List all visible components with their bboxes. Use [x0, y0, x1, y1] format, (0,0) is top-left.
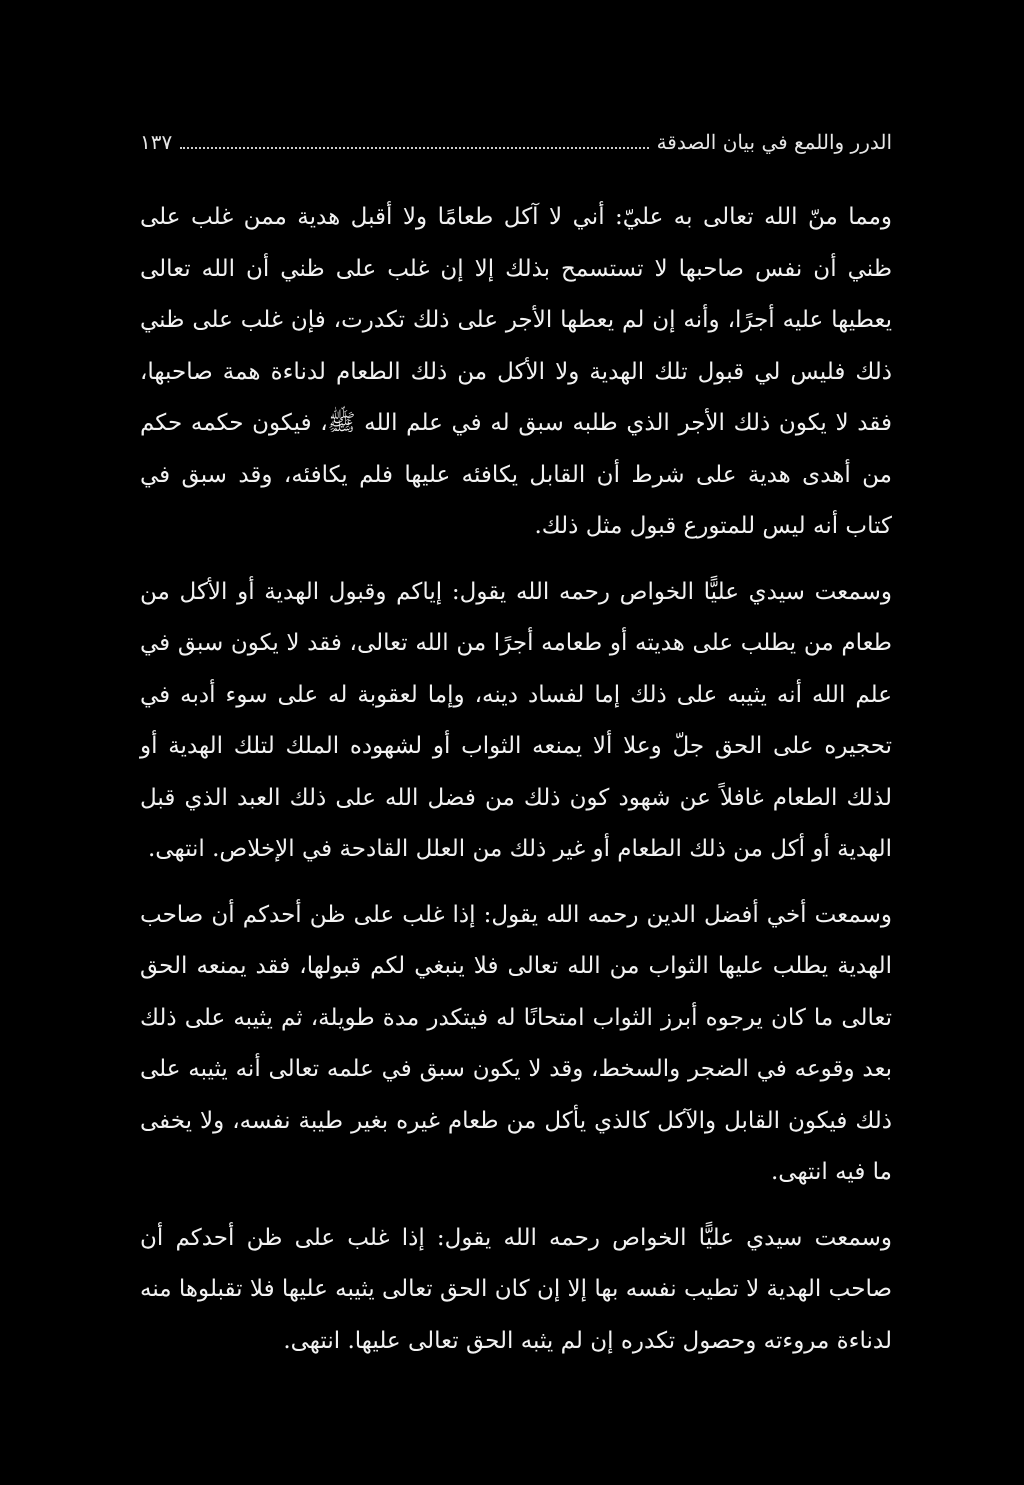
header-title: الدرر واللمع في بيان الصدقة [656, 130, 892, 154]
paragraph-4: وسمعت سيدي عليًّا الخواص رحمه الله يقول: إذا غلب على ظن أحدكم أن صاحب الهدية لا تطيب نفسه بها إلا إن كان الحق تعالى يثيبه عليها فلا تقبلوها منه لدناءة مروءته وحصول تكدره إن لم يثبه الحق تعالى عليها. انتهى. [140, 1224, 892, 1354]
paragraph-3: وسمعت أخي أفضل الدين رحمه الله يقول: إذا غلب على ظن أحدكم أن صاحب الهدية يطلب عليها الثواب من الله تعالى فلا ينبغي لكم قبولها، فقد يمنعه الحق تعالى ما كان يرجوه أبرز الثواب امتحانًا له فيتكدر مدة طويلة، ثم يثيبه على ذلك بعد وقوعه في الضجر والسخط، وقد لا يكون سبق في علمه تعالى أنه يثيبه على ذلك فيكون القابل والآكل كالذي يأكل من طعام غيره بغير طيبة نفسه، ولا يخفى ما فيه انتهى. [140, 901, 892, 1185]
page-number: ١٣٧ [140, 130, 173, 154]
paragraph-2: وسمعت سيدي عليًّا الخواص رحمه الله يقول: إياكم وقبول الهدية أو الأكل من طعام من يطلب على هديته أو طعامه أجرًا من الله تعالى، فقد لا يكون سبق في علم الله أنه يثيبه على ذلك إما لفساد دينه، وإما لعقوبة له على سوء أدبه في تحجيره على الحق جلّ وعلا ألا يمنعه الثواب أو لشهوده الملك لتلك الهدية أو لذلك الطعام غافلاً عن شهود كون ذلك من فضل الله على ذلك العبد الذي قبل الهدية أو أكل من ذلك الطعام أو غير ذلك من العلل القادحة في الإخلاص. انتهى. [140, 578, 892, 862]
running-header [140, 130, 892, 170]
paragraph-1: ومما منّ الله تعالى به عليّ: أني لا آكل طعامًا ولا أقبل هدية ممن غلب على ظني أن نفس صاحبها لا تستسمح بذلك إلا إن غلب على ظني أن الله تعالى يعطيها عليه أجرًا، وأنه إن لم يعطها الأجر على ذلك تكدرت، فإن غلب على ظني ذلك فليس لي قبول تلك الهدية ولا الأكل من ذلك الطعام لدناءة همة صاحبها، فقد لا يكون ذلك الأجر الذي طلبه سبق له في علم الله ﷺ، فيكون حكمه حكم من أهدى هدية على شرط أن القابل يكافئه عليها فلم يكافئه، وقد سبق في كتاب أنه ليس للمتورع قبول مثل ذلك. [140, 204, 892, 539]
header-dot-leader [180, 147, 648, 149]
book-page [140, 130, 892, 1354]
